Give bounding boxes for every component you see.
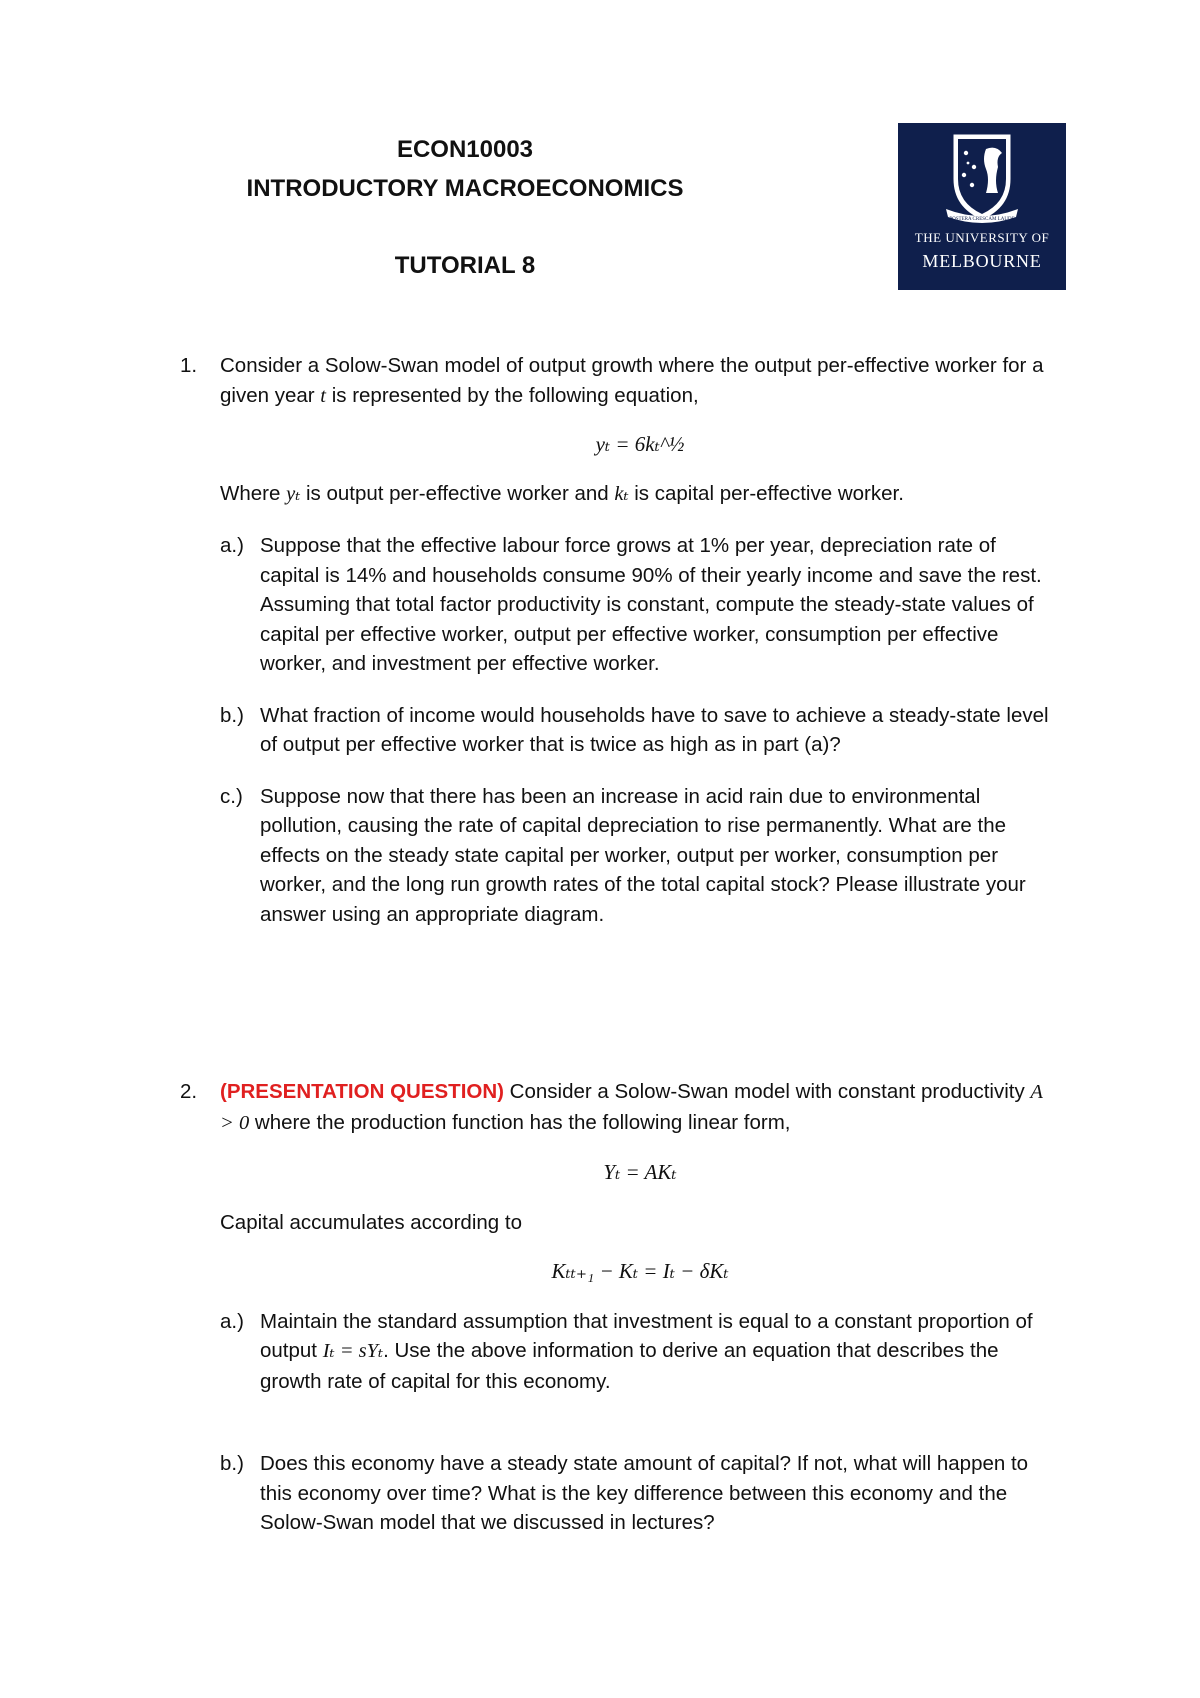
presentation-tag: (PRESENTATION QUESTION) (220, 1080, 504, 1103)
part-text-2: . Use the above information to derive an equation that describes the growth rate of capital for this economy. (260, 1339, 999, 1393)
part-text: Maintain the standard assumption that investment is equal to a constant proportion of output (260, 1309, 1033, 1362)
motto-text: POSTERA CRESCAM LAUDE (949, 217, 1015, 222)
question-1b (220, 701, 1060, 760)
question-1 (180, 351, 1060, 929)
intro-text-end: is represented by the following equation, (331, 383, 699, 407)
part-text: Suppose now that there has been an increase in acid rain due to environmental pollution, causing the rate of capital depreciation to rise permanently. What are the effects on the steady state capital per worker, output per worker, consumption per worker, and the long run growth rates of the total capital stock? Please illustrate your answer using an appropriate diagram. (260, 784, 1026, 926)
logo-line-1: THE UNIVERSITY OF (914, 230, 1050, 245)
logo-line-2: MELBOURNE (922, 251, 1042, 271)
question-1a (220, 531, 1060, 679)
variable-definitions (220, 479, 1060, 510)
equation-output: Yₜ = AKₜ (603, 1160, 677, 1184)
question-1c (220, 782, 1060, 930)
where-text-3: is capital per-effective worker. (634, 481, 904, 505)
intro-text: Consider a Solow-Swan model with constant productivity (509, 1080, 1025, 1103)
math-inline: Iₜ = sYₜ (322, 1340, 384, 1362)
variable-y: yₜ (286, 482, 301, 505)
course-code: ECON10003 (396, 136, 534, 163)
part-label: a.) (220, 1309, 244, 1333)
course-name: INTRODUCTORY MACROECONOMICS (246, 175, 684, 202)
capital-text: Capital accumulates according to (220, 1210, 522, 1234)
variable-k: kₜ (614, 482, 629, 505)
question-2a (220, 1307, 1060, 1397)
crest-icon (898, 123, 1066, 233)
intro-text: Consider a Solow-Swan model of output growth where the output per-effective worker for a given year (220, 354, 1044, 407)
spacer (200, 208, 730, 246)
math-inline: A > 0 (220, 1081, 1043, 1134)
equation-production: yₜ = 6kₜ^½ (595, 432, 685, 456)
variable-t: t (320, 384, 326, 407)
part-label: a.) (220, 534, 244, 557)
part-text: Does this economy have a steady state amount of capital? If not, what will happen to this economy over time? What is the key difference between this economy and the Solow-Swan model that we discussed in lectures? (260, 1452, 1029, 1534)
document-header (200, 130, 730, 285)
part-label: c.) (220, 784, 243, 808)
part-label: b.) (220, 703, 244, 727)
question-2-intro (220, 1077, 1060, 1138)
part-label: b.) (220, 1452, 244, 1475)
university-logo (898, 123, 1066, 290)
question-2 (180, 1077, 1060, 1538)
intro-text-2: where the production function has the following linear form, (254, 1110, 791, 1134)
where-text-2: is output per-effective worker and (305, 481, 609, 505)
equation-capital: Kₜₜ₊₁ − Kₜ = Iₜ − δKₜ (551, 1259, 729, 1283)
question-2b (220, 1449, 1060, 1538)
question-1-intro (220, 351, 1060, 411)
tutorial-title: TUTORIAL 8 (394, 252, 536, 279)
part-text: Suppose that the effective labour force grows at 1% per year, depreciation rate of capital is 14% and households consume 90% of their yearly income and save the rest. Assuming that total factor productivity is constant, compute the steady-state values of capital per effective worker, output per effective worker, consumption per effective worker, and investment per effective worker. (260, 534, 1042, 675)
where-text: Where (220, 481, 281, 505)
part-text: What fraction of income would households have to save to achieve a steady-state level of output per effective worker that is twice as high as in part (a)? (260, 703, 1049, 756)
question-number: 1. (180, 354, 198, 377)
question-number: 2. (180, 1080, 198, 1103)
